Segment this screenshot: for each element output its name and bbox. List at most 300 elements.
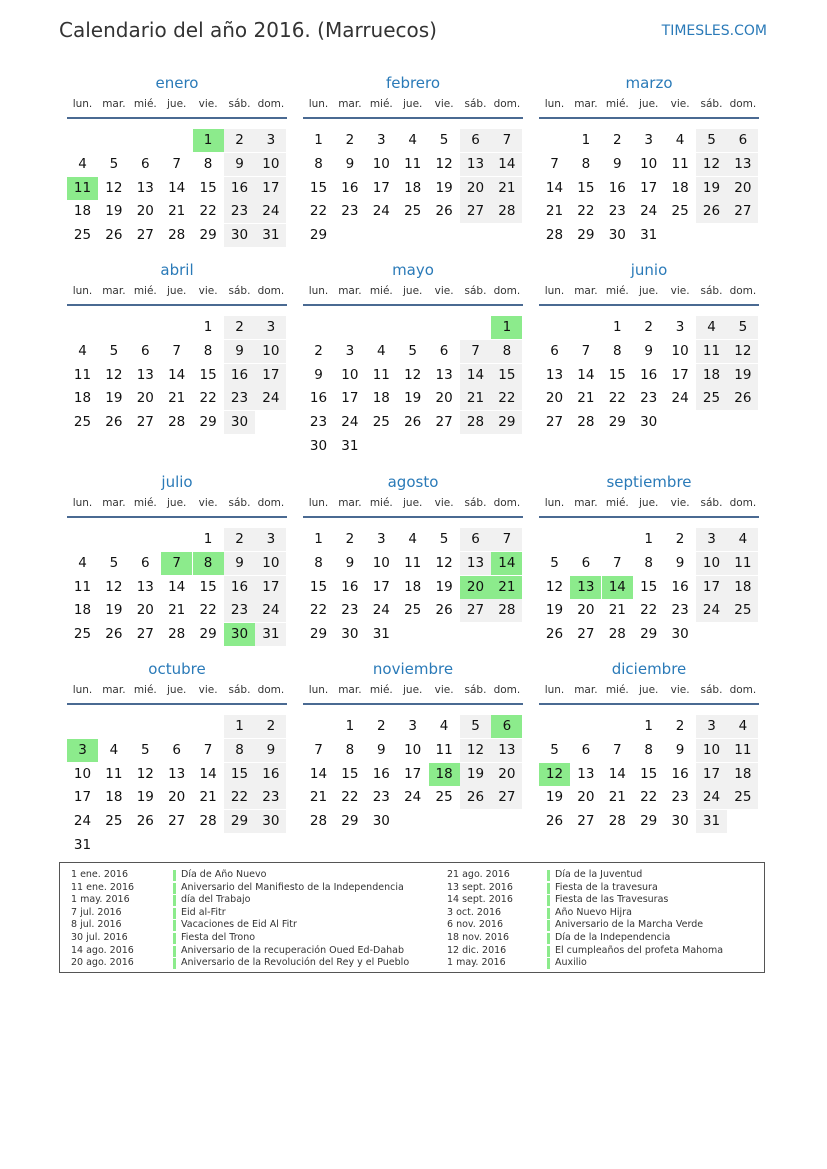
day-cell: 30: [372, 813, 390, 830]
day-cell: 20: [136, 203, 154, 220]
day-cell: 5: [550, 741, 559, 758]
legend-date: 21 ago. 2016: [447, 869, 510, 880]
day-cell: 22: [577, 203, 595, 220]
weekday-header: jue.: [403, 684, 423, 696]
weekday-header: dom.: [257, 497, 285, 509]
weekday-header: dom.: [493, 98, 521, 110]
day-cell: 1: [581, 132, 591, 148]
day-cell: 9: [345, 554, 355, 571]
day-cell: 8: [613, 342, 622, 359]
day-cell: 17: [640, 179, 658, 196]
legend-date: 14 ago. 2016: [71, 944, 134, 956]
day-cell: 14: [460, 364, 491, 387]
day-cell: 26: [105, 626, 123, 643]
day-cell: 19: [460, 763, 491, 786]
day-cell: 6: [141, 554, 150, 571]
weekday-header: vie.: [434, 98, 454, 110]
legend-marker: [547, 908, 550, 919]
day-cell: 6: [460, 129, 491, 152]
weekday-header: sáb.: [464, 285, 487, 297]
legend-marker: [173, 920, 176, 931]
day-cell: 5: [439, 132, 449, 148]
day-cell: 12: [105, 179, 123, 196]
day-cell: 28: [608, 626, 626, 643]
day-cell: 24: [255, 599, 286, 622]
month-header-rule: [303, 516, 523, 518]
day-cell: 13: [577, 765, 595, 782]
day-cell: 9: [675, 741, 685, 758]
weekday-header: jue.: [167, 684, 187, 696]
weekday-header: lun.: [308, 684, 329, 696]
day-cell: 4: [78, 342, 87, 359]
day-cell: 10: [696, 552, 727, 575]
day-cell: 9: [224, 552, 255, 575]
day-cell: 18: [73, 390, 92, 407]
day-cell: 17: [73, 789, 92, 806]
day-cell: 12: [435, 554, 453, 571]
legend-date: 3 oct. 2016: [447, 906, 502, 918]
day-cell: 12: [545, 578, 564, 595]
day-cell: 26: [105, 227, 123, 244]
legend-marker: [173, 946, 176, 957]
weekday-header: sáb.: [464, 98, 487, 110]
legend-date: 18 nov. 2016: [447, 932, 510, 943]
day-cell: 2: [644, 319, 653, 335]
holiday-day-cell: 1: [491, 316, 522, 339]
day-cell: 4: [675, 132, 685, 148]
day-cell: 14: [577, 366, 595, 383]
day-cell: 2: [224, 316, 255, 339]
day-cell: 20: [491, 763, 522, 786]
day-cell: 28: [577, 414, 595, 431]
day-cell: 22: [640, 602, 658, 619]
month-header-rule: [67, 516, 287, 518]
day-cell: 1: [203, 531, 213, 547]
day-cell: 8: [314, 554, 323, 571]
day-cell: 29: [199, 626, 217, 643]
day-cell: 8: [644, 554, 653, 571]
legend-marker: [173, 895, 176, 906]
legend-date: 7 jul. 2016: [71, 906, 122, 918]
day-cell: 17: [255, 576, 286, 599]
day-cell: 21: [168, 602, 186, 619]
day-cell: 8: [203, 155, 213, 172]
day-cell: 6: [581, 554, 591, 571]
holiday-day-cell: 7: [161, 552, 192, 575]
day-cell: 1: [345, 718, 355, 734]
day-cell: 20: [727, 177, 758, 200]
day-cell: 27: [136, 626, 154, 643]
day-cell: 6: [439, 342, 449, 359]
weekday-header: mar.: [102, 285, 126, 297]
day-cell: 7: [613, 741, 622, 758]
month-name: julio: [161, 473, 193, 491]
day-cell: 3: [377, 132, 386, 148]
day-cell: 23: [372, 789, 390, 806]
day-cell: 16: [255, 763, 286, 786]
day-cell: 22: [309, 602, 328, 619]
day-cell: 26: [136, 813, 154, 830]
legend-marker: [173, 908, 176, 919]
day-cell: 28: [168, 227, 186, 244]
legend-row: [447, 919, 787, 932]
day-cell: 27: [491, 786, 522, 809]
month-name: marzo: [625, 74, 673, 92]
day-cell: 5: [109, 554, 119, 571]
legend-row: [447, 894, 787, 907]
day-cell: 9: [613, 155, 622, 172]
weekday-header: sáb.: [700, 285, 723, 297]
weekday-header: lun.: [544, 497, 565, 509]
day-cell: 10: [255, 340, 286, 363]
day-cell: 26: [404, 414, 422, 431]
page-title: Calendario del año 2016. (Marruecos): [59, 18, 437, 42]
day-cell: 9: [675, 554, 685, 571]
weekday-header: jue.: [403, 285, 423, 297]
legend-row: [71, 932, 411, 945]
day-cell: 12: [727, 340, 758, 363]
weekday-header: dom.: [493, 497, 521, 509]
day-cell: 16: [224, 177, 255, 200]
legend-row: [71, 919, 411, 932]
weekday-header: dom.: [493, 684, 521, 696]
day-cell: 4: [727, 528, 758, 551]
month-name: diciembre: [611, 660, 687, 678]
weekday-header: mar.: [574, 497, 598, 509]
day-cell: 19: [136, 789, 154, 806]
day-cell: 6: [141, 342, 150, 359]
day-cell: 18: [727, 576, 758, 599]
day-cell: 8: [314, 155, 323, 172]
weekday-header: mié.: [605, 285, 629, 297]
legend-date: 13 sept. 2016: [447, 881, 513, 893]
day-cell: 13: [136, 578, 154, 595]
day-cell: 16: [372, 765, 390, 782]
day-cell: 2: [224, 528, 255, 551]
day-cell: 2: [255, 715, 286, 738]
day-cell: 29: [577, 227, 595, 244]
day-cell: 19: [105, 390, 123, 407]
day-cell: 5: [439, 531, 449, 547]
day-cell: 5: [460, 715, 491, 738]
day-cell: 15: [640, 578, 658, 595]
weekday-header: sáb.: [228, 285, 251, 297]
day-cell: 9: [644, 342, 653, 359]
day-cell: 20: [577, 602, 595, 619]
legend-marker: [173, 883, 176, 894]
holiday-day-cell: 11: [67, 177, 98, 200]
legend-holiday-name: Eid al-Fitr: [181, 906, 226, 918]
weekday-header: vie.: [670, 285, 690, 297]
day-cell: 21: [460, 387, 491, 410]
day-cell: 4: [439, 718, 449, 734]
day-cell: 4: [78, 554, 87, 571]
day-cell: 18: [105, 789, 123, 806]
holiday-day-cell: 21: [491, 576, 522, 599]
month-header-rule: [303, 304, 523, 306]
day-cell: 30: [608, 227, 626, 244]
weekday-header: lun.: [544, 98, 565, 110]
day-cell: 4: [109, 741, 119, 758]
day-cell: 10: [372, 155, 390, 172]
day-cell: 21: [608, 602, 626, 619]
legend-date: 6 nov. 2016: [447, 919, 503, 931]
day-cell: 5: [550, 554, 559, 571]
weekday-header: vie.: [198, 98, 218, 110]
day-cell: 17: [696, 576, 727, 599]
legend-holiday-name: Auxilio: [555, 957, 587, 969]
day-cell: 28: [491, 599, 522, 622]
day-cell: 27: [168, 813, 186, 830]
legend-row: [447, 882, 787, 895]
day-cell: 3: [255, 528, 286, 551]
weekday-header: mar.: [102, 98, 126, 110]
weekday-header: lun.: [72, 285, 93, 297]
day-cell: 29: [640, 813, 658, 830]
day-cell: 20: [460, 177, 491, 200]
legend-marker: [547, 933, 550, 944]
weekday-header: dom.: [729, 285, 757, 297]
day-cell: 15: [491, 364, 522, 387]
month-name: febrero: [385, 74, 441, 92]
day-cell: 19: [404, 390, 422, 407]
day-cell: 21: [168, 203, 186, 220]
day-cell: 5: [408, 342, 417, 359]
day-cell: 29: [491, 411, 522, 434]
weekday-header: mié.: [369, 285, 393, 297]
day-cell: 24: [255, 200, 286, 223]
day-cell: 22: [199, 203, 217, 220]
day-cell: 7: [172, 155, 181, 172]
day-cell: 19: [727, 364, 758, 387]
weekday-header: mar.: [574, 285, 598, 297]
day-cell: 27: [136, 414, 154, 431]
weekday-header: mar.: [338, 285, 362, 297]
month-name: junio: [630, 261, 668, 279]
legend-holiday-name: Fiesta del Trono: [181, 932, 256, 943]
day-cell: 15: [199, 179, 217, 196]
legend-holiday-name: Aniversario de la Revolución del Rey y el Pueblo: [181, 957, 410, 969]
day-cell: 16: [671, 578, 689, 595]
day-cell: 16: [309, 390, 328, 407]
month-header-rule: [67, 703, 287, 705]
day-cell: 17: [372, 578, 390, 595]
day-cell: 8: [203, 342, 213, 359]
legend-row: [71, 869, 411, 882]
day-cell: 17: [671, 366, 689, 383]
day-cell: 31: [73, 837, 92, 853]
day-cell: 24: [404, 789, 422, 806]
legend-marker: [173, 870, 176, 881]
weekday-header: jue.: [167, 497, 187, 509]
day-cell: 30: [309, 438, 328, 454]
day-cell: 31: [372, 626, 390, 643]
day-cell: 15: [309, 578, 328, 595]
day-cell: 21: [168, 390, 186, 407]
month-name: abril: [160, 261, 194, 279]
weekday-header: vie.: [198, 285, 218, 297]
day-cell: 14: [199, 765, 217, 782]
day-cell: 15: [199, 366, 217, 383]
day-cell: 28: [199, 813, 217, 830]
day-cell: 2: [345, 132, 355, 148]
day-cell: 3: [408, 718, 417, 734]
day-cell: 1: [644, 531, 653, 547]
day-cell: 9: [255, 739, 286, 762]
weekday-header: mar.: [574, 98, 598, 110]
day-cell: 27: [136, 227, 154, 244]
legend-date: 8 jul. 2016: [71, 919, 122, 931]
weekday-header: mié.: [605, 98, 629, 110]
day-cell: 8: [224, 739, 255, 762]
weekday-header: dom.: [729, 497, 757, 509]
day-cell: 2: [675, 718, 685, 734]
day-cell: 19: [105, 203, 123, 220]
day-cell: 22: [640, 789, 658, 806]
day-cell: 26: [105, 414, 123, 431]
holiday-day-cell: 12: [539, 763, 570, 786]
day-cell: 16: [341, 578, 359, 595]
legend-date: 14 sept. 2016: [447, 894, 513, 906]
day-cell: 23: [608, 203, 626, 220]
day-cell: 12: [136, 765, 154, 782]
day-cell: 1: [203, 319, 213, 335]
day-cell: 30: [224, 224, 255, 247]
holiday-day-cell: 1: [193, 129, 224, 152]
day-cell: 4: [727, 715, 758, 738]
day-cell: 9: [224, 153, 255, 176]
day-cell: 16: [608, 179, 626, 196]
legend-row: [71, 894, 411, 907]
day-cell: 5: [141, 741, 150, 758]
weekday-header: vie.: [670, 684, 690, 696]
day-cell: 29: [608, 414, 626, 431]
day-cell: 16: [640, 366, 658, 383]
day-cell: 10: [640, 155, 658, 172]
day-cell: 23: [224, 599, 255, 622]
holiday-day-cell: 6: [491, 715, 522, 738]
weekday-header: dom.: [257, 285, 285, 297]
weekday-header: mar.: [338, 684, 362, 696]
holiday-day-cell: 30: [224, 623, 255, 646]
weekday-header: lun.: [544, 285, 565, 297]
day-cell: 18: [727, 763, 758, 786]
day-cell: 24: [671, 390, 689, 407]
day-cell: 30: [640, 414, 658, 431]
month-header-rule: [67, 117, 287, 119]
day-cell: 15: [608, 366, 626, 383]
weekday-header: mar.: [102, 497, 126, 509]
legend-date: 12 dic. 2016: [447, 944, 507, 956]
day-cell: 25: [105, 813, 123, 830]
legend-row: [447, 945, 787, 958]
weekday-header: jue.: [167, 285, 187, 297]
day-cell: 29: [309, 227, 328, 244]
day-cell: 20: [136, 602, 154, 619]
day-cell: 29: [224, 810, 255, 833]
legend-row: [71, 945, 411, 958]
day-cell: 17: [696, 763, 727, 786]
day-cell: 18: [404, 578, 422, 595]
day-cell: 11: [372, 366, 390, 383]
weekday-header: mar.: [574, 684, 598, 696]
day-cell: 3: [696, 528, 727, 551]
day-cell: 28: [309, 813, 328, 830]
legend-holiday-name: Día de Año Nuevo: [181, 869, 267, 880]
day-cell: 22: [224, 786, 255, 809]
weekday-header: mar.: [338, 98, 362, 110]
day-cell: 12: [696, 153, 727, 176]
day-cell: 2: [314, 342, 323, 359]
weekday-header: vie.: [434, 285, 454, 297]
day-cell: 30: [671, 813, 689, 830]
day-cell: 13: [460, 552, 491, 575]
day-cell: 6: [581, 741, 591, 758]
weekday-header: sáb.: [228, 98, 251, 110]
day-cell: 1: [314, 132, 323, 148]
day-cell: 21: [491, 177, 522, 200]
day-cell: 27: [435, 414, 453, 431]
day-cell: 14: [168, 366, 186, 383]
legend-date: 20 ago. 2016: [71, 957, 134, 969]
day-cell: 14: [309, 765, 328, 782]
holiday-day-cell: 18: [429, 763, 460, 786]
day-cell: 16: [224, 576, 255, 599]
day-cell: 26: [435, 602, 453, 619]
legend-date: 1 may. 2016: [71, 894, 130, 906]
day-cell: 19: [435, 578, 453, 595]
day-cell: 1: [224, 715, 255, 738]
weekday-header: jue.: [403, 98, 423, 110]
weekday-header: sáb.: [464, 684, 487, 696]
day-cell: 12: [460, 739, 491, 762]
month-name: mayo: [392, 261, 434, 279]
weekday-header: vie.: [670, 497, 690, 509]
day-cell: 12: [105, 578, 123, 595]
day-cell: 29: [309, 626, 328, 643]
weekday-header: jue.: [639, 285, 659, 297]
day-cell: 17: [255, 364, 286, 387]
holiday-day-cell: 14: [491, 552, 522, 575]
day-cell: 31: [255, 623, 286, 646]
day-cell: 11: [404, 155, 422, 172]
day-cell: 16: [671, 765, 689, 782]
legend-holiday-name: Aniversario de la recuperación Oued Ed-Dahab: [181, 944, 405, 956]
day-cell: 18: [404, 179, 422, 196]
day-cell: 24: [73, 813, 92, 830]
weekday-header: mié.: [605, 497, 629, 509]
month-header-rule: [539, 516, 759, 518]
day-cell: 15: [224, 763, 255, 786]
legend-holiday-name: Fiesta de la travesura: [555, 881, 658, 893]
brand-link[interactable]: TIMESLES.COM: [661, 23, 767, 39]
day-cell: 7: [314, 741, 323, 758]
day-cell: 11: [671, 155, 689, 172]
day-cell: 23: [341, 602, 359, 619]
day-cell: 30: [224, 411, 255, 434]
weekday-header: jue.: [639, 98, 659, 110]
weekday-header: sáb.: [228, 684, 251, 696]
day-cell: 29: [640, 626, 658, 643]
day-cell: 26: [545, 626, 564, 643]
legend-holiday-name: Fiesta de las Travesuras: [555, 894, 669, 906]
legend-row: [71, 957, 411, 970]
day-cell: 25: [73, 227, 92, 244]
day-cell: 24: [341, 414, 359, 431]
day-cell: 8: [345, 741, 355, 758]
weekday-header: jue.: [167, 98, 187, 110]
weekday-header: mar.: [338, 497, 362, 509]
